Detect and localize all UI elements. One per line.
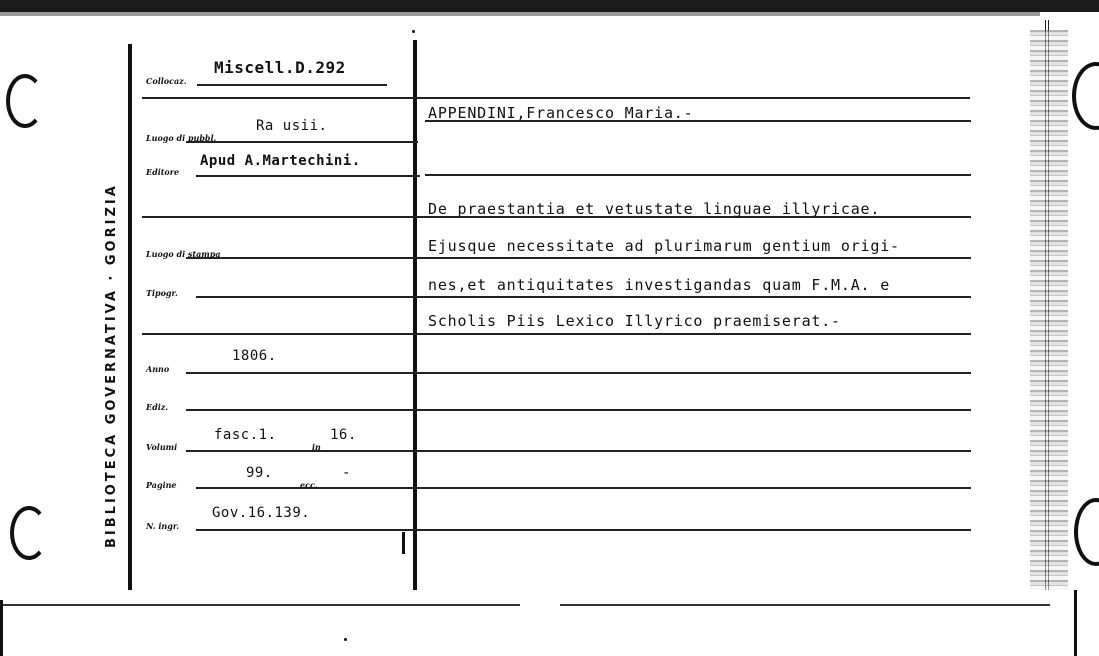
label-editore: Editore [146, 167, 180, 177]
value-anno: 1806. [232, 348, 277, 364]
scan-left-edge [0, 600, 3, 656]
value-luogo-pubbl: Ra usii. [256, 118, 328, 134]
label-pagine-sep: ecc. [300, 480, 318, 490]
scan-right-edge [1030, 30, 1068, 590]
label-collocazione: Collocaz. [146, 76, 187, 86]
label-edizione: Ediz. [146, 402, 169, 412]
entry-author: APPENDINI,Francesco Maria.- [428, 104, 694, 122]
punch-hole-bottom-left [10, 506, 48, 560]
rule-luogo-pubbl [186, 141, 418, 143]
label-luogo-stampa: Luogo di stampa [146, 249, 221, 259]
rule-body-5 [142, 333, 971, 335]
rule-editore [196, 175, 420, 177]
scan-right-border [1074, 590, 1077, 656]
label-anno: Anno [146, 364, 170, 374]
rule-volumi [186, 450, 971, 452]
value-editore: Apud A.Martechini. [200, 153, 361, 169]
rule-collocazione [197, 84, 387, 86]
card-bottom-edge-right [560, 604, 1050, 606]
punch-hole-top-right [1072, 62, 1099, 130]
value-collocazione: Miscell.D.292 [214, 58, 346, 77]
left-margin-rule [128, 44, 132, 590]
rule-ediz [186, 409, 971, 411]
label-volumi: Volumi [146, 442, 178, 452]
scan-top-edge [0, 0, 1099, 12]
card-bottom-edge-left [0, 604, 520, 606]
rule-tipografia [196, 296, 971, 298]
entry-title-line-1: De praestantia et vetustate linguae illyricae. [428, 200, 881, 218]
entry-title-line-2: Ejusque necessitate ad plurimarum gentium origi- [428, 237, 900, 255]
value-pagine-extra: - [342, 465, 351, 481]
rule-inventario [196, 529, 971, 531]
value-volumi-in: 16. [330, 427, 357, 443]
value-volumi: fasc.1. [214, 427, 277, 443]
scan-top-shadow [0, 12, 1040, 16]
rule-body-1 [425, 174, 971, 176]
pen-mark [402, 532, 405, 554]
library-stamp: BIBLIOTECA GOVERNATIVA · GORIZIA [104, 183, 119, 548]
entry-title-line-3: nes,et antiquitates investigandas quam F.M.A. e [428, 276, 891, 294]
value-pagine: 99. [246, 465, 273, 481]
value-inventario: Gov.16.139. [212, 505, 311, 521]
center-rule [413, 40, 417, 590]
punch-hole-top-left [6, 74, 44, 128]
rule-luogo-stampa [186, 257, 971, 259]
label-volumi-in: in [312, 442, 321, 452]
label-pagine: Pagine [146, 480, 177, 490]
rule-header [142, 97, 970, 99]
entry-title-line-4: Scholis Piis Lexico Illyrico praemiserat.- [428, 312, 841, 330]
speck [412, 30, 415, 33]
label-luogo-pubbl: Luogo di pubbl. [146, 133, 217, 143]
label-tipografia: Tipogr. [146, 288, 178, 298]
rule-anno [186, 372, 971, 374]
punch-hole-bottom-right [1074, 498, 1099, 566]
speck [344, 638, 347, 641]
label-inventario: N. ingr. [146, 521, 180, 531]
